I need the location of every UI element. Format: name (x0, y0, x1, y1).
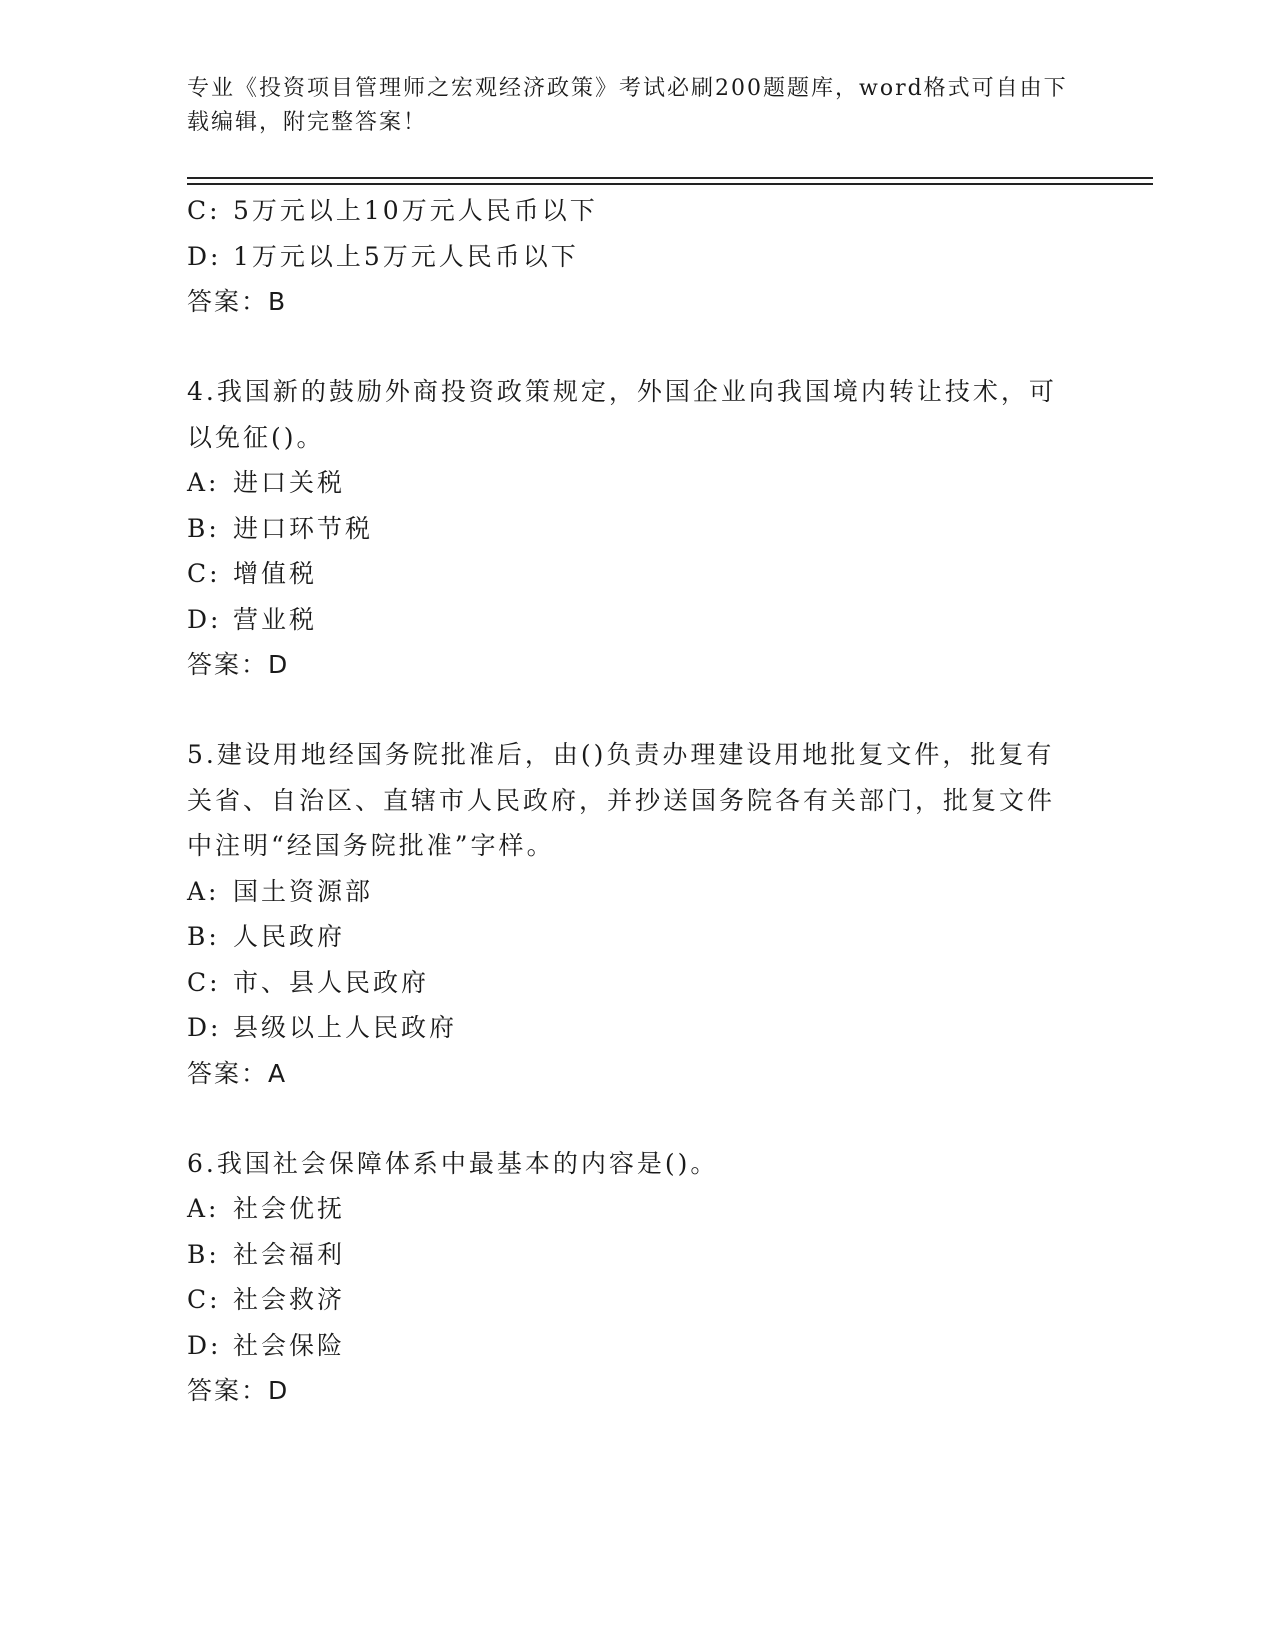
option-d (187, 1323, 1067, 1369)
option-key: A: (187, 1194, 220, 1223)
option-text: 国土资源部 (233, 876, 374, 906)
option-key: D: (187, 1013, 222, 1042)
partial-question (187, 188, 1067, 325)
option-d (187, 234, 1067, 280)
answer-line: 答案：D (187, 1376, 290, 1405)
header-divider-bottom (187, 183, 1153, 185)
option-text: 县级以上人民政府 (233, 1013, 458, 1042)
option-key: D: (187, 1330, 222, 1360)
option-key: C: (187, 559, 221, 588)
option-c (187, 551, 1067, 597)
question-stem: 4.我国新的鼓励外商投资政策规定，外国企业向我国境内转让技术，可以免征()。 (187, 377, 1057, 452)
answer-line: 答案：D (187, 650, 290, 679)
question-stem: 5.建设用地经国务院批准后，由()负责办理建设用地批复文件，批复有关省、自治区、直辖市人民政府，并抄送国务院各有关部门，批复文件中注明“经国务院批准”字样。 (187, 740, 1056, 860)
option-c (187, 1277, 1067, 1323)
option-key: D: (187, 604, 222, 634)
option-key: D: (187, 241, 222, 271)
option-text: 市、县人民政府 (233, 967, 430, 997)
option-text: 社会福利 (233, 1239, 346, 1269)
question-stem: 6.我国社会保障体系中最基本的内容是()。 (187, 1148, 719, 1178)
header-divider-top (187, 177, 1153, 179)
option-text: 5万元以上10万元人民币以下 (233, 196, 598, 225)
option-b (187, 1232, 1067, 1278)
answer-line: 答案：A (187, 1058, 288, 1088)
option-key: C: (187, 196, 221, 225)
option-d (187, 597, 1067, 643)
spacer (187, 1097, 1067, 1141)
option-text: 进口关税 (233, 468, 346, 497)
option-text: 进口环节税 (233, 513, 374, 543)
option-c (187, 960, 1067, 1006)
option-text: 人民政府 (233, 922, 346, 951)
spacer (187, 325, 1067, 369)
option-b (187, 506, 1067, 552)
option-text: 增值税 (233, 559, 318, 588)
option-text: 社会保险 (233, 1330, 346, 1360)
option-key: C: (187, 967, 221, 997)
option-key: A: (187, 876, 220, 906)
option-key: B: (187, 922, 220, 951)
question-5 (187, 732, 1067, 1097)
option-c (187, 188, 1067, 234)
spacer (187, 688, 1067, 732)
answer-line: 答案：B (187, 287, 288, 316)
option-key: C: (187, 1285, 221, 1314)
option-a (187, 1186, 1067, 1232)
option-text: 营业税 (233, 604, 318, 634)
question-6 (187, 1141, 1067, 1415)
option-b (187, 914, 1067, 960)
option-key: B: (187, 513, 220, 543)
option-key: A: (187, 468, 220, 497)
option-a (187, 460, 1067, 506)
option-text: 社会救济 (233, 1285, 346, 1314)
question-4 (187, 369, 1067, 688)
option-text: 社会优抚 (233, 1194, 346, 1223)
option-a (187, 869, 1067, 915)
question-content (187, 188, 1067, 1414)
option-key: B: (187, 1239, 220, 1269)
document-header: 专业《投资项目管理师之宏观经济政策》考试必刷200题题库，word格式可自由下载编辑，附完整答案！ (187, 76, 1068, 135)
option-d (187, 1005, 1067, 1051)
option-text: 1万元以上5万元人民币以下 (233, 241, 579, 271)
